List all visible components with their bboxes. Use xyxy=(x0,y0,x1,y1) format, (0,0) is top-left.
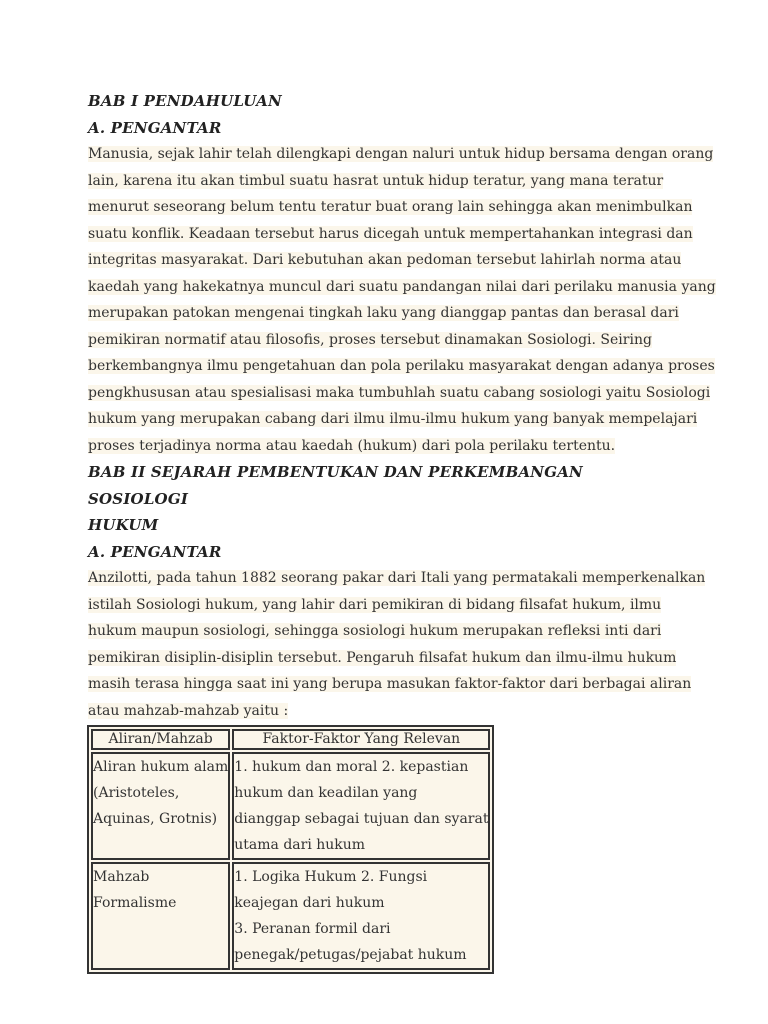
paragraph-line: berkembangnya ilmu pengetahuan dan pola perilaku masyarakat dengan adanya proses xyxy=(88,358,715,374)
paragraph-line: merupakan patokan mengenai tingkah laku yang dianggap pantas dan berasal dari xyxy=(88,305,679,321)
table-cell-aliran: Aliran hukum alam (Aristoteles, Aquinas, Grotnis) xyxy=(91,752,230,860)
paragraph-line: pemikiran normatif atau filosofis, proses tersebut dinamakan Sosiologi. Seiring xyxy=(88,331,652,348)
table-header-row xyxy=(91,729,490,750)
table-cell-aliran: Mahzab Formalisme xyxy=(91,862,230,970)
bab2-title-line1: BAB II SEJARAH PEMBENTUKAN DAN PERKEMBANGAN SOSIOLOGI xyxy=(88,463,583,508)
bab2-title-line2: HUKUM xyxy=(88,516,159,534)
paragraph-line: istilah Sosiologi hukum, yang lahir dari pemikiran di bidang filsafat hukum, ilmu xyxy=(88,596,662,613)
table-row xyxy=(91,862,490,970)
paragraph-line: menurut seseorang belum tentu teratur buat orang lain sehingga akan menimbulkan xyxy=(88,199,693,215)
table-header-faktor: Faktor-Faktor Yang Relevan xyxy=(232,729,490,750)
document-page xyxy=(88,88,716,974)
table-cell-faktor: 1. Logika Hukum 2. Fungsi keajegan dari hukum 3. Peranan formil dari penegak/petugas/pejabat hukum xyxy=(232,862,490,970)
paragraph-line: hukum maupun sosiologi, sehingga sosiologi hukum merupakan refleksi inti dari xyxy=(88,623,662,639)
aliran-mahzab-table xyxy=(87,725,494,974)
table-cell-faktor: 1. hukum dan moral 2. kepastian hukum dan keadilan yang dianggap sebagai tujuan dan syarat utama dari hukum xyxy=(232,752,490,860)
paragraph-line: proses terjadinya norma atau kaedah (hukum) dari pola perilaku tertentu. xyxy=(88,437,616,454)
bab1-subtitle: A. PENGANTAR xyxy=(88,118,222,137)
bab2-paragraph xyxy=(88,565,706,724)
paragraph-line: lain, karena itu akan timbul suatu hasrat untuk hidup teratur, yang mana teratur xyxy=(88,172,664,189)
paragraph-line: Manusia, sejak lahir telah dilengkapi dengan naluri untuk hidup bersama dengan orang xyxy=(88,146,714,162)
paragraph-line: pemikiran disiplin-disiplin tersebut. Pengaruh filsafat hukum dan ilmu-ilmu hukum xyxy=(88,649,677,666)
paragraph-line: masih terasa hingga saat ini yang berupa masukan faktor-faktor dari berbagai aliran xyxy=(88,676,692,692)
bab2-subtitle: A. PENGANTAR xyxy=(88,542,222,561)
paragraph-line: integritas masyarakat. Dari kebutuhan akan pedoman tersebut lahirlah norma atau xyxy=(88,252,682,268)
paragraph-line: pengkhususan atau spesialisasi maka tumbuhlah suatu cabang sosiologi yaitu Sosiologi xyxy=(88,384,711,401)
bab1-paragraph xyxy=(88,141,716,459)
paragraph-line: atau mahzab-mahzab yaitu : xyxy=(88,702,289,719)
paragraph-line: hukum yang merupakan cabang dari ilmu ilmu-ilmu hukum yang banyak mempelajari xyxy=(88,411,698,427)
paragraph-line: suatu konflik. Keadaan tersebut harus dicegah untuk mempertahankan integrasi dan xyxy=(88,225,693,242)
paragraph-line: Anzilotti, pada tahun 1882 seorang pakar dari Itali yang permatakali memperkenalkan xyxy=(88,570,706,586)
table-header-aliran: Aliran/Mahzab xyxy=(91,729,230,750)
table-row xyxy=(91,752,490,860)
bab1-title: BAB I PENDAHULUAN xyxy=(88,92,282,110)
paragraph-line: kaedah yang hakekatnya muncul dari suatu pandangan nilai dari perilaku manusia yang xyxy=(88,278,716,295)
